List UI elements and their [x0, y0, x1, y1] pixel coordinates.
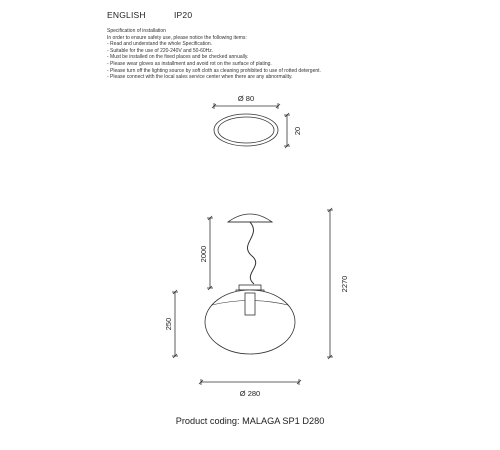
shade-diameter-dimension: [199, 379, 301, 385]
instruction-line: In order to ensure safety use, please notice the following items:: [107, 34, 247, 41]
canopy-diameter-label: Ø 80: [237, 94, 255, 103]
instruction-line: - Read and understand the whole Specification.: [107, 41, 213, 48]
instruction-line: - Suitable for the use of 220-240V and 50-60Hz.: [107, 47, 214, 54]
shade-height-label: 250: [164, 317, 173, 331]
instruction-line: - Must be installed on the fixed places and be checked annually.: [107, 54, 249, 61]
total-height-label: 2270: [340, 275, 349, 293]
instruction-title: Specification of installation: [107, 28, 166, 34]
cable-length-label: 2000: [199, 245, 208, 263]
shade-diameter-label: Ø 280: [239, 389, 261, 398]
language-label: ENGLISH: [107, 10, 146, 20]
total-height-dimension: [327, 208, 333, 359]
canopy-drawing: [212, 103, 290, 148]
ip-rating: IP20: [174, 10, 193, 20]
instruction-line: - Please wear gloves as installment and avoid rot on the surface of plating.: [107, 60, 272, 67]
pendant-lamp-drawing: [205, 214, 295, 354]
canopy-height-label: 20: [293, 126, 302, 136]
instruction-line: - Please turn off the lighting source by soft cloth as cleaning prohibited to use of rotted detergent.: [107, 67, 321, 74]
instruction-line: - Please connect with the local sales service center when there are any abnormality.: [107, 74, 293, 81]
product-coding: Product coding: MALAGA SP1 D280: [175, 416, 325, 426]
